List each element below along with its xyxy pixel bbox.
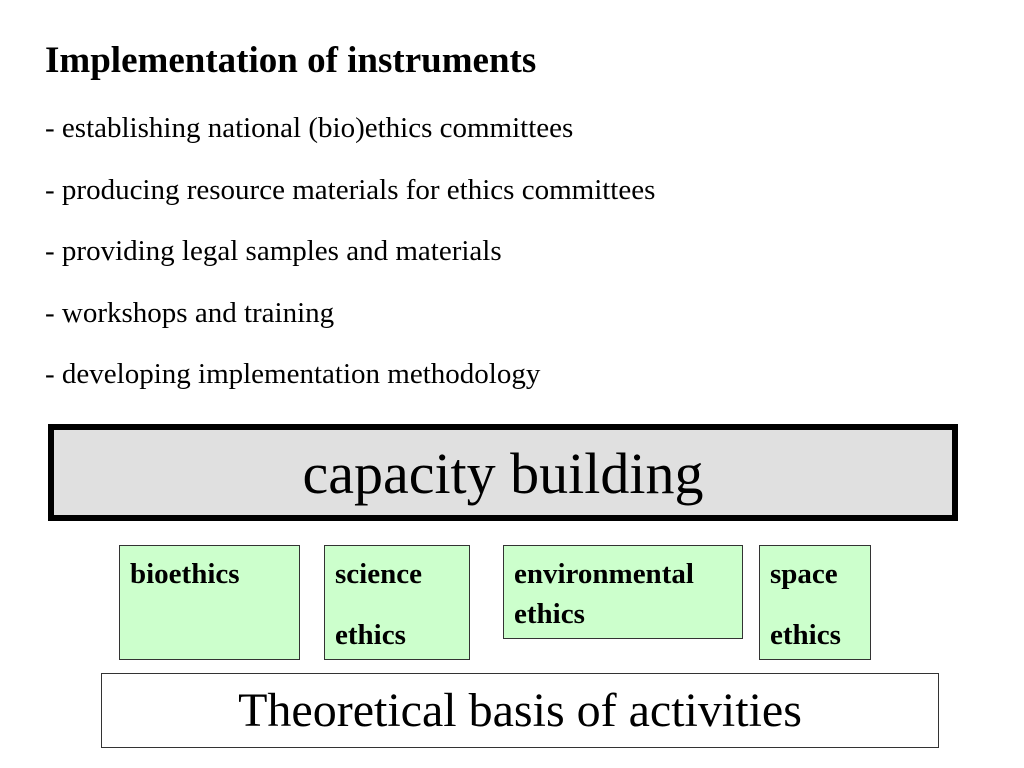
capacity-building-label: capacity building bbox=[302, 441, 704, 506]
slide-title: Implementation of instruments bbox=[45, 40, 537, 81]
environmental-ethics-label-line2: ethics bbox=[514, 598, 585, 630]
theoretical-basis-box bbox=[101, 673, 939, 748]
bullet-item: - workshops and training bbox=[45, 296, 335, 329]
science-ethics-label-line2: ethics bbox=[335, 619, 406, 651]
bullet-list bbox=[45, 111, 655, 419]
bioethics-label: bioethics bbox=[130, 558, 240, 590]
space-ethics-label-line1: space bbox=[770, 558, 838, 590]
bullet-item: - producing resource materials for ethics committees bbox=[45, 173, 656, 206]
bullet-item: - providing legal samples and materials bbox=[45, 235, 502, 267]
environmental-ethics-label-line1: environmental bbox=[514, 558, 694, 590]
science-ethics-label-line1: science bbox=[335, 558, 422, 590]
bullet-item: - establishing national (bio)ethics committees bbox=[45, 112, 574, 144]
bullet-item: - developing implementation methodology bbox=[45, 358, 541, 390]
space-ethics-label-line2: ethics bbox=[770, 619, 841, 651]
science-ethics-box bbox=[324, 545, 470, 660]
space-ethics-box bbox=[759, 545, 871, 660]
capacity-building-box bbox=[48, 424, 958, 521]
bioethics-box bbox=[119, 545, 300, 660]
environmental-ethics-box bbox=[503, 545, 743, 639]
theoretical-basis-label: Theoretical basis of activities bbox=[238, 684, 802, 737]
